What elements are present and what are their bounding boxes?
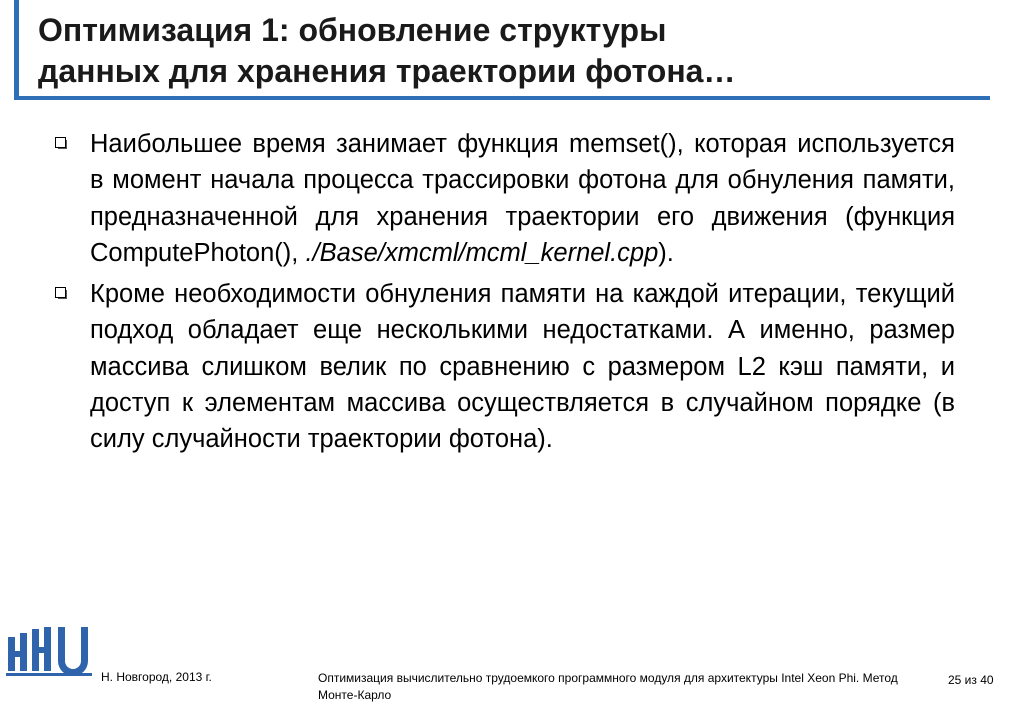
slide-title bbox=[38, 10, 978, 92]
slide-content bbox=[52, 126, 955, 463]
bullet-text: Кроме необходимости обнуления памяти на каждой итерации, текущий подход обладает еще несколькими недостатками. А именно, размер массива слишком велик по сравнению с размером L2 кэш памяти, и доступ к элементам массива осуществляется в случайном порядке (в силу случайности траектории фотона). bbox=[90, 280, 955, 454]
footer-location: Н. Новгород, 2013 г. bbox=[101, 670, 212, 684]
university-logo-icon bbox=[6, 625, 92, 683]
bullet-item bbox=[52, 126, 955, 271]
file-path: ./Base/xmcml/mcml_kernel.cpp bbox=[305, 238, 659, 267]
title-line-1: Оптимизация 1: обновление структуры bbox=[38, 12, 667, 48]
bullet-text: Наибольшее время занимает функция memset(), которая используется в момент начала процесса трассировки фотона для обнуления памяти, предназначенной для хранения траектории его движения (функция ComputePhoton(), bbox=[90, 130, 955, 267]
bullet-text-end: ). bbox=[658, 238, 674, 267]
square-bullet-icon bbox=[55, 287, 66, 298]
title-accent-bar bbox=[14, 0, 19, 100]
title-underline bbox=[14, 96, 990, 100]
square-bullet-icon bbox=[55, 137, 66, 148]
bullet-item bbox=[52, 276, 955, 457]
page-number: 25 из 40 bbox=[948, 673, 994, 687]
footer-course-title: Оптимизация вычислительно трудоемкого программного модуля для архитектуры Intel Xeon Phi. Метод Монте-Карло bbox=[318, 671, 898, 702]
title-line-2: данных для хранения траектории фотона… bbox=[38, 53, 736, 89]
